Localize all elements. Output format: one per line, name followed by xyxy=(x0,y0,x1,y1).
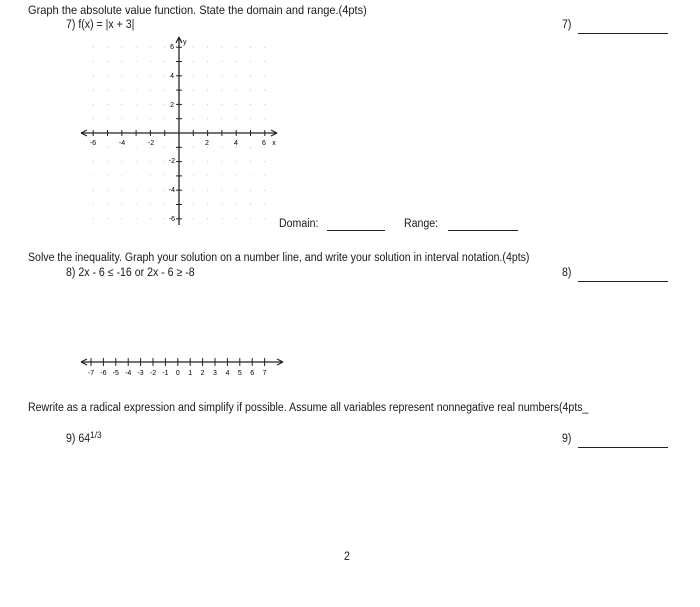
number-line-labels xyxy=(88,370,267,377)
grid-dot xyxy=(136,118,137,119)
q7-problem: 7) f(x) = |x + 3| xyxy=(66,19,135,31)
range-label: Range: xyxy=(404,218,439,230)
grid-dot xyxy=(121,90,122,91)
grid-dot xyxy=(193,161,194,162)
q8-number-line[interactable] xyxy=(78,352,288,382)
grid-dot xyxy=(93,90,94,91)
grid-dot xyxy=(264,61,265,62)
grid-dot xyxy=(136,90,137,91)
grid-dot xyxy=(93,104,94,105)
x-axis-label: x xyxy=(272,140,276,147)
grid-dot xyxy=(164,47,165,48)
grid-dot xyxy=(164,147,165,148)
grid-dot xyxy=(150,175,151,176)
grid-dot xyxy=(93,190,94,191)
grid-dot xyxy=(164,75,165,76)
q7-coordinate-grid[interactable] xyxy=(75,33,290,228)
grid-dot xyxy=(236,118,237,119)
grid-dot xyxy=(136,204,137,205)
q7-instruction: Graph the absolute value function. State the domain and range.(4pts) xyxy=(28,3,367,17)
q9-instruction: Rewrite as a radical expression and simplify if possible. Assume all variables represent nonnegative real numbers(4pts_ xyxy=(28,402,589,414)
grid-dot xyxy=(207,161,208,162)
x-tick-6: 6 xyxy=(262,140,266,147)
grid-dot xyxy=(136,161,137,162)
grid-dot xyxy=(164,118,165,119)
number-line-label: -3 xyxy=(137,370,144,377)
grid-dot xyxy=(221,175,222,176)
grid-dot xyxy=(207,90,208,91)
grid-dot xyxy=(207,175,208,176)
grid-dot xyxy=(136,75,137,76)
grid-dot xyxy=(164,161,165,162)
grid-dot xyxy=(193,190,194,191)
grid-dot xyxy=(150,190,151,191)
q9-answer-blank[interactable] xyxy=(578,447,668,448)
number-line-label: 0 xyxy=(175,370,180,377)
grid-dot xyxy=(193,175,194,176)
grid-dot xyxy=(250,90,251,91)
grid-dot xyxy=(221,47,222,48)
grid-dot xyxy=(193,118,194,119)
grid-dot xyxy=(207,204,208,205)
grid-dot xyxy=(136,147,137,148)
grid-dot xyxy=(121,75,122,76)
x-tick-4: 4 xyxy=(234,140,238,147)
number-line-label: 3 xyxy=(213,370,217,377)
grid-dot xyxy=(150,118,151,119)
y-tick-neg2: -2 xyxy=(168,158,175,165)
grid-dot xyxy=(264,161,265,162)
grid-dot xyxy=(136,175,137,176)
grid-dot xyxy=(236,61,237,62)
grid-dot xyxy=(207,75,208,76)
grid-dot xyxy=(150,204,151,205)
grid-dot xyxy=(107,204,108,205)
x-tick-neg2: -2 xyxy=(147,140,155,147)
grid-dot xyxy=(164,90,165,91)
y-tick-6: 6 xyxy=(170,44,174,51)
x-tick-neg6: -6 xyxy=(89,140,97,147)
q9-answer-label: 9) xyxy=(562,433,572,445)
number-line-label: 1 xyxy=(188,370,193,377)
grid-dot xyxy=(93,61,94,62)
grid-dot xyxy=(121,204,122,205)
grid-dot xyxy=(164,190,165,191)
grid-dot xyxy=(236,47,237,48)
grid-dot xyxy=(236,175,237,176)
grid-dot xyxy=(121,47,122,48)
grid-dot xyxy=(136,61,137,62)
grid-dot xyxy=(207,118,208,119)
number-line-label: 6 xyxy=(250,370,255,377)
x-tick-neg4: -4 xyxy=(118,140,126,147)
grid-dot xyxy=(136,190,137,191)
page-number: 2 xyxy=(344,551,350,563)
grid-dot xyxy=(221,75,222,76)
grid-dot xyxy=(193,47,194,48)
grid-dot xyxy=(93,175,94,176)
grid-dot xyxy=(136,104,137,105)
grid-dot xyxy=(250,190,251,191)
grid-dot xyxy=(150,47,151,48)
grid-dot xyxy=(107,47,108,48)
number-line-label: -2 xyxy=(149,370,157,377)
grid-dot xyxy=(250,204,251,205)
q8-problem: 8) 2x - 6 ≤ -16 or 2x - 6 ≥ -8 xyxy=(66,267,195,279)
grid-dot xyxy=(250,104,251,105)
grid-dot xyxy=(121,118,122,119)
number-line-label: -5 xyxy=(112,370,119,377)
grid-dot xyxy=(250,161,251,162)
grid-dot xyxy=(107,218,108,219)
q8-answer-blank[interactable] xyxy=(578,281,668,282)
grid-dot xyxy=(121,61,122,62)
y-tick-4: 4 xyxy=(170,73,174,80)
grid-dot xyxy=(264,190,265,191)
number-line-label: -4 xyxy=(125,370,132,377)
grid-dot xyxy=(264,90,265,91)
grid-dot xyxy=(207,47,208,48)
grid-dot xyxy=(164,204,165,205)
grid-dot xyxy=(250,75,251,76)
grid-dot xyxy=(193,204,194,205)
grid-dot xyxy=(236,218,237,219)
grid-dot xyxy=(121,161,122,162)
grid-dot xyxy=(107,104,108,105)
grid-dot xyxy=(107,61,108,62)
grid-dot xyxy=(250,118,251,119)
grid-dot xyxy=(193,147,194,148)
grid-dot xyxy=(93,204,94,205)
y-tick-2: 2 xyxy=(170,102,174,109)
x-tick-2: 2 xyxy=(205,140,209,147)
grid-dot xyxy=(107,75,108,76)
grid-dot xyxy=(193,75,194,76)
grid-dot xyxy=(250,218,251,219)
grid-dot xyxy=(236,75,237,76)
grid-dot xyxy=(193,104,194,105)
number-line-label: -1 xyxy=(162,370,169,377)
grid-dot xyxy=(236,161,237,162)
q9-base: 9) 64 xyxy=(66,433,91,445)
grid-dot xyxy=(264,204,265,205)
grid-dot xyxy=(136,218,137,219)
grid-dot xyxy=(107,147,108,148)
grid-dot xyxy=(264,118,265,119)
grid-dot xyxy=(164,104,165,105)
grid-dot xyxy=(236,204,237,205)
grid-dot xyxy=(193,90,194,91)
grid-dot xyxy=(164,175,165,176)
grid-dot xyxy=(93,218,94,219)
grid-dot xyxy=(207,218,208,219)
grid-dot xyxy=(150,104,151,105)
grid-dot xyxy=(150,218,151,219)
grid-dot xyxy=(264,175,265,176)
q7-answer-blank[interactable] xyxy=(578,33,668,34)
grid-dot xyxy=(136,47,137,48)
grid-dot xyxy=(221,147,222,148)
grid-dot xyxy=(221,104,222,105)
grid-dot xyxy=(107,161,108,162)
number-line-label: -6 xyxy=(100,370,107,377)
y-tick-neg6: -6 xyxy=(168,216,175,223)
grid-dot xyxy=(164,61,165,62)
grid-dot xyxy=(107,175,108,176)
grid-dot xyxy=(150,75,151,76)
number-line-label: 2 xyxy=(200,370,205,377)
grid-dot xyxy=(207,190,208,191)
grid-dot xyxy=(264,75,265,76)
q9-problem xyxy=(66,430,102,445)
grid-dot xyxy=(93,161,94,162)
number-line-label: 7 xyxy=(262,370,267,377)
grid-dot xyxy=(236,90,237,91)
grid-dot xyxy=(264,104,265,105)
grid-dot xyxy=(121,175,122,176)
grid-dot xyxy=(207,61,208,62)
grid-dot xyxy=(221,90,222,91)
number-line-label: -7 xyxy=(87,370,95,377)
grid-dot xyxy=(264,218,265,219)
grid-dot xyxy=(193,61,194,62)
grid-dot xyxy=(264,47,265,48)
grid-dot xyxy=(150,90,151,91)
grid-dot xyxy=(221,204,222,205)
domain-label: Domain: xyxy=(279,218,319,230)
domain-blank[interactable] xyxy=(327,230,385,231)
range-blank[interactable] xyxy=(448,230,518,231)
grid-dot xyxy=(121,218,122,219)
grid-dot xyxy=(121,190,122,191)
y-tick-neg4: -4 xyxy=(168,187,175,194)
grid-dot xyxy=(221,218,222,219)
grid-dot xyxy=(207,104,208,105)
grid-dot xyxy=(150,61,151,62)
grid-dot xyxy=(193,218,194,219)
grid-dot xyxy=(250,61,251,62)
grid-dot xyxy=(250,47,251,48)
grid-dot xyxy=(93,47,94,48)
number-line-label: 5 xyxy=(237,370,242,377)
grid-dot xyxy=(150,161,151,162)
q8-instruction: Solve the inequality. Graph your solution on a number line, and write your solution in interval notation.(4pts) xyxy=(28,252,530,264)
grid-dot xyxy=(164,218,165,219)
grid-dot xyxy=(221,161,222,162)
grid-dot xyxy=(221,61,222,62)
grid-dot xyxy=(93,75,94,76)
grid-dot xyxy=(121,104,122,105)
q8-answer-label: 8) xyxy=(562,267,572,279)
grid-dot xyxy=(107,118,108,119)
q9-exponent: 1/3 xyxy=(90,430,102,440)
grid-dot xyxy=(107,190,108,191)
y-axis-label: y xyxy=(183,39,187,46)
grid-dot xyxy=(107,90,108,91)
grid-dot xyxy=(221,118,222,119)
grid-dot xyxy=(93,118,94,119)
grid-dot xyxy=(236,104,237,105)
number-line-label: 4 xyxy=(225,370,230,377)
grid-dot xyxy=(221,190,222,191)
grid-dot xyxy=(250,147,251,148)
grid-dot xyxy=(236,190,237,191)
grid-dot xyxy=(250,175,251,176)
q7-answer-label: 7) xyxy=(562,19,572,31)
